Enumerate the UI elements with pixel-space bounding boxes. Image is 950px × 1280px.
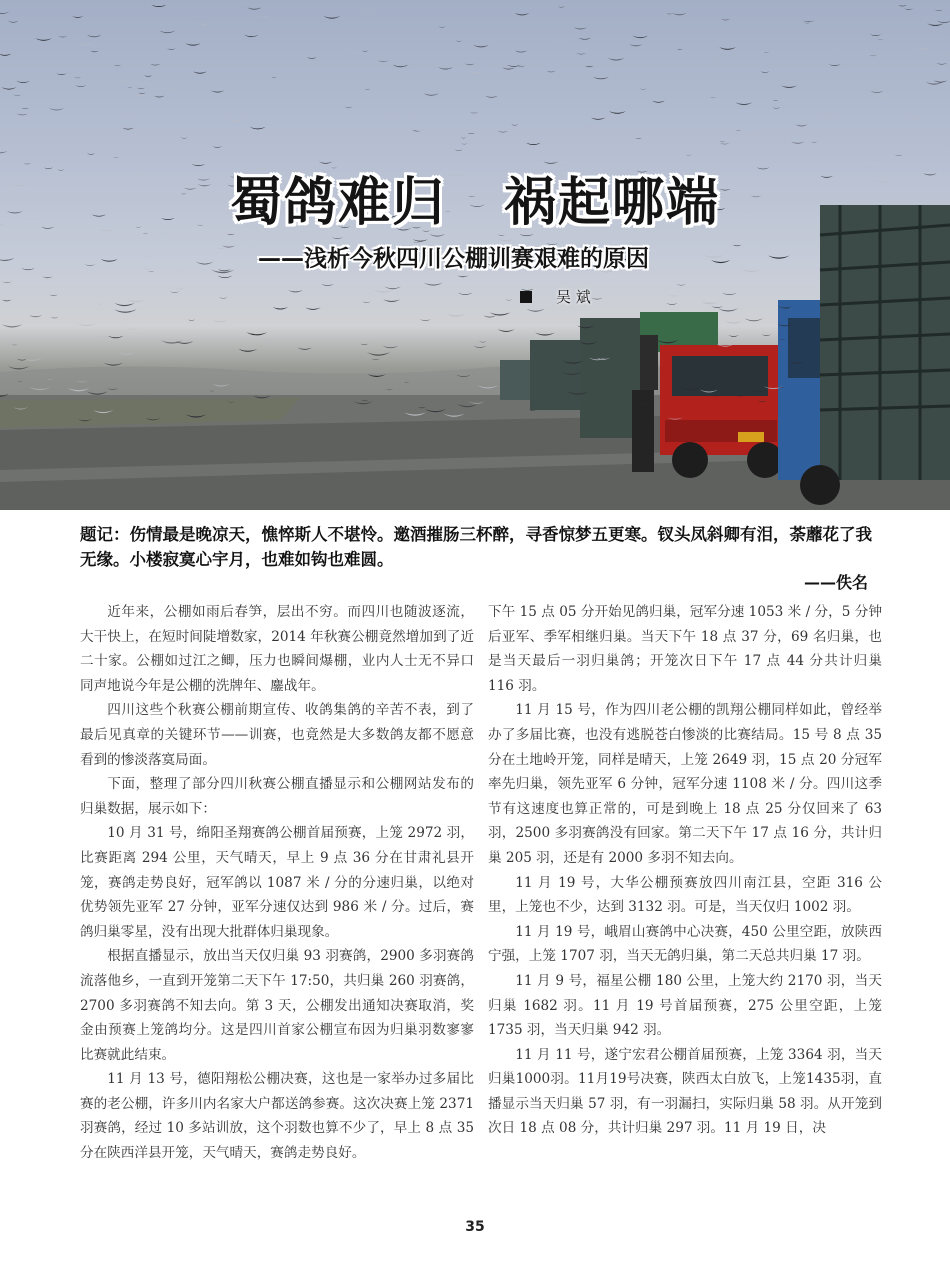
paragraph: 11 月 19 号，峨眉山赛鸽中心决赛，450 公里空距，放陕西宁强，上笼 1707 羽，当天无鸽归巢，第二天总共归巢 17 羽。 — [488, 923, 882, 965]
pigeon — [138, 93, 146, 94]
pigeon — [666, 13, 673, 14]
pigeon — [526, 143, 541, 145]
pigeon — [502, 68, 514, 70]
pigeon — [721, 19, 731, 21]
pigeon — [288, 290, 303, 292]
pigeon — [8, 21, 18, 23]
pigeon — [127, 87, 132, 88]
pigeon — [362, 51, 369, 52]
pigeon — [578, 38, 591, 40]
pigeon — [386, 113, 395, 114]
pigeon — [585, 66, 594, 67]
pigeon — [74, 77, 81, 78]
pigeon — [609, 111, 626, 114]
pigeon — [344, 106, 352, 107]
pigeon — [87, 35, 101, 37]
paragraph: 11 月 9 号，福星公棚 180 公里，上笼大约 2170 羽，当天归巢 1682 羽。11 月 19 号首届预赛，275 公里空距，上笼 1735 羽，当天归巢 942 羽。 — [488, 972, 882, 1039]
pigeon — [889, 86, 896, 87]
pigeon — [741, 269, 762, 272]
pigeon — [186, 43, 201, 45]
pigeon — [907, 117, 923, 119]
pigeon — [213, 320, 227, 322]
pigeon — [87, 153, 96, 154]
pigeon — [0, 12, 9, 14]
pigeon — [732, 245, 741, 246]
pigeon — [113, 157, 119, 158]
pigeon — [412, 130, 418, 131]
pigeon — [457, 275, 469, 277]
pigeon — [515, 13, 529, 15]
pigeon — [608, 58, 625, 61]
title-part-1: 蜀鸽难归 — [229, 173, 446, 233]
pigeon — [479, 341, 487, 342]
pigeon — [458, 293, 472, 295]
pigeon — [773, 107, 781, 108]
paragraph: 11 月 15 号，作为四川老公棚的凯翔公棚同样如此，曾经举办了多届比赛，也没有逃脱苍白惨淡的比赛结局。15 号 8 点 35 分在土地岭开笼，同样是晴天，上笼 2649 羽，15 点 20 分冠军率先归巢，领先亚军 6 分钟，冠军分速 1108 米 / 分。四川这季节有这速度也算正常的，可是到晚上 18 点 25 分仅回来了 63 羽，2500 多羽赛鸽没有回家。第二天下午 17 点 16 分，共计归巢 205 羽，还是有 2000 多羽不知去向。 — [488, 702, 882, 866]
body-column-left — [80, 600, 474, 1166]
pigeon — [876, 94, 890, 96]
pigeon — [167, 48, 176, 49]
pigeon — [193, 72, 207, 74]
pigeon — [920, 140, 927, 141]
pigeon — [222, 245, 235, 247]
pigeon — [527, 309, 545, 312]
pigeon — [360, 344, 368, 345]
pigeon — [341, 49, 351, 51]
pigeon — [150, 64, 160, 66]
pigeon — [916, 47, 931, 49]
pigeon — [124, 112, 135, 114]
pigeon — [635, 138, 642, 139]
pigeon — [934, 81, 947, 83]
pigeon — [927, 23, 943, 26]
pigeon — [781, 85, 797, 87]
pigeon — [473, 45, 489, 47]
paragraph: 11 月 13 号，德阳翔松公棚决赛，这也是一家举办过多届比赛的老公棚，许多川内名家大户都送鸽参赛。这次决赛上笼 2371 羽赛鸽，经过 10 多站训放，这个羽数也算不少了，早上 8 点 35 分在陕西洋县开笼，天气晴天，赛鸽走势良好。 — [80, 1071, 474, 1162]
pigeon — [936, 63, 947, 65]
pigeon — [869, 55, 877, 56]
epigraph: 题记：伤情最是晚凉天，憔悴斯人不堪怜。邀酒摧肠三杯醉，寻香惊梦五更寒。钗头凤斜卿有泪，荼蘼花了我无缘。小楼寂寞心宇月，也难如钩也难圆。 — [80, 525, 872, 569]
pigeon — [538, 117, 547, 118]
pigeon — [703, 255, 725, 258]
pigeon — [72, 16, 84, 18]
pigeon — [507, 65, 521, 67]
pigeon — [84, 264, 95, 266]
pigeon — [118, 352, 135, 355]
square-bullet-icon — [520, 291, 532, 303]
pigeon — [144, 75, 153, 76]
pigeon — [16, 81, 30, 83]
pigeon — [460, 137, 466, 138]
pigeon — [870, 34, 881, 36]
pigeon — [593, 77, 609, 79]
pigeon — [579, 49, 588, 50]
pigeon — [676, 284, 686, 286]
pigeon — [689, 133, 694, 134]
paragraph: 根据直播显示，放出当天仅归巢 93 羽赛鸽，2900 多羽赛鸽流落他乡，一直到开笼第二天下午 17:50，共归巢 260 羽赛鸽，2700 多羽赛鸽不知去向。第 3 天，公棚发出通知决赛取消，奖金由预赛上笼鸽均分。这是四川首家公棚宣布因为归巢羽数寥寥比赛就此结束。 — [80, 948, 474, 1063]
pigeon — [497, 131, 508, 133]
pigeon — [321, 284, 334, 286]
pigeon — [383, 299, 400, 302]
pigeon — [144, 268, 151, 269]
epigraph-attribution: ——佚名 — [803, 573, 868, 592]
pigeon — [133, 94, 147, 96]
pigeon — [373, 289, 394, 292]
pigeon — [154, 96, 165, 98]
pigeon — [762, 334, 772, 335]
pigeon — [632, 36, 648, 38]
pigeon — [21, 268, 34, 270]
pigeon — [455, 150, 463, 151]
paragraph: 近年来，公棚如雨后春笋，层出不穷。而四川也随波逐流，大干快上，在短时间陡增数家，2014 年秋赛公棚竟然增加到了近二十家。公棚如过江之鲫，压力也瞬间爆棚，业内人士无不异口同声地说今年是公棚的洗牌年、鏖战年。 — [80, 604, 474, 694]
pigeon — [305, 308, 320, 310]
pigeon — [834, 49, 840, 50]
pigeon — [8, 366, 30, 369]
pigeon — [518, 66, 525, 67]
pigeon — [175, 288, 185, 290]
pigeon — [365, 89, 371, 90]
pigeon — [393, 65, 409, 67]
pigeon — [159, 31, 175, 33]
pigeon — [720, 143, 729, 144]
pigeon — [804, 23, 810, 24]
pigeon — [591, 298, 603, 300]
pigeon — [557, 6, 565, 7]
pigeon — [271, 77, 276, 78]
pigeon — [424, 283, 443, 286]
author-line — [520, 286, 591, 307]
paragraph: 下面，整理了部分四川秋赛公棚直播显示和公棚网站发布的归巢数据，展示如下： — [80, 776, 474, 817]
pigeon — [711, 306, 723, 308]
pigeon — [6, 343, 15, 344]
pigeon — [332, 237, 344, 239]
pigeon — [211, 90, 224, 92]
pigeon — [871, 91, 883, 93]
pigeon — [898, 5, 907, 6]
pigeon — [719, 47, 736, 50]
pigeon — [114, 303, 135, 306]
pigeon — [170, 291, 180, 292]
pigeon — [101, 259, 118, 262]
pigeon — [736, 103, 753, 106]
pigeon — [117, 80, 131, 82]
pigeon — [505, 299, 512, 300]
pigeon — [652, 101, 665, 103]
pigeon — [420, 319, 431, 321]
pigeon — [21, 357, 44, 361]
pigeon — [829, 64, 841, 66]
pigeon — [446, 314, 466, 317]
pigeon — [0, 54, 11, 56]
pigeon — [768, 255, 790, 258]
pigeon — [2, 324, 23, 327]
pigeon — [629, 44, 642, 46]
pigeon — [17, 359, 28, 361]
pigeon — [384, 287, 401, 290]
pigeon — [196, 262, 213, 265]
pigeon — [1, 87, 16, 89]
pigeon — [511, 124, 518, 125]
pigeon — [216, 248, 225, 249]
pigeon — [894, 155, 903, 156]
pigeon — [261, 16, 270, 17]
pigeon — [485, 96, 498, 98]
author-name: 吴 斌 — [556, 288, 591, 306]
pigeon — [127, 299, 145, 302]
pigeon — [904, 8, 914, 9]
pigeon — [138, 158, 146, 159]
pigeon — [409, 113, 415, 114]
pigeon — [722, 293, 736, 295]
pigeon — [90, 51, 99, 52]
pigeon — [803, 20, 815, 22]
paragraph-continued: 下午 15 点 05 分开始见鸽归巢，冠军分速 1053 米 / 分，5 分钟后亚军、季军相继归巢。当天下午 18 点 37 分，69 名归巢，也是当天最后一羽归巢鸽；开笼次日下午 17 点 44 分共计归巢 116 羽。 — [488, 604, 882, 694]
pigeon — [180, 137, 187, 138]
pigeon — [465, 64, 475, 66]
pigeon — [669, 295, 679, 297]
pigeon — [362, 302, 371, 303]
pigeon — [760, 71, 769, 72]
article-title — [0, 160, 950, 235]
pigeon — [935, 10, 943, 11]
pigeon — [720, 141, 726, 142]
pigeon — [307, 57, 317, 59]
pigeon — [58, 36, 68, 37]
pigeon — [227, 119, 243, 121]
pigeon — [21, 108, 30, 109]
pigeon — [468, 71, 484, 73]
hero-photo — [0, 0, 950, 510]
pigeon — [298, 348, 312, 350]
pigeon — [764, 52, 770, 53]
pigeon — [666, 303, 678, 305]
pigeon — [378, 60, 389, 62]
pigeon — [470, 112, 478, 113]
pigeon — [639, 88, 647, 89]
body-column-right — [488, 600, 882, 1141]
pigeon — [438, 26, 446, 27]
pigeon — [371, 359, 380, 360]
pigeon — [718, 308, 738, 311]
pigeon — [177, 152, 183, 153]
pigeon — [535, 332, 555, 335]
pigeon — [244, 35, 258, 37]
pigeon — [878, 39, 884, 40]
pigeon — [555, 41, 564, 42]
paragraph: 11 月 11 号，遂宁宏君公棚首届预赛，上笼 3364 羽，当天归巢1000羽。11月19号决赛，陕西太白放飞，上笼1435羽，直播显示当天归巢 57 羽，有一羽漏扫，实际归巢 58 羽。从开笼到次日 18 点 08 分，共计归巢 297 羽。11 月 19 日，决 — [488, 1046, 882, 1137]
pigeon — [728, 335, 739, 337]
pigeon — [51, 317, 59, 318]
pigeon — [75, 85, 86, 87]
pigeon — [35, 38, 51, 41]
pigeon — [127, 328, 139, 330]
pigeon — [95, 303, 104, 304]
pigeon — [114, 65, 121, 66]
pigeon — [771, 62, 780, 63]
pigeon — [324, 16, 341, 19]
pigeon — [212, 146, 222, 148]
pigeon — [383, 346, 398, 348]
pigeon — [175, 269, 180, 270]
pigeon — [114, 309, 137, 312]
pigeon — [455, 40, 462, 41]
pigeon — [686, 155, 692, 156]
pigeon — [773, 100, 779, 101]
pigeon — [576, 53, 586, 55]
pigeon — [77, 323, 96, 326]
pigeon — [937, 21, 950, 23]
pigeon — [735, 130, 742, 131]
pigeon — [710, 97, 716, 98]
pigeon — [701, 302, 713, 304]
pigeon — [367, 352, 390, 356]
pigeon — [546, 71, 556, 72]
pigeon — [0, 151, 7, 153]
pigeon — [672, 13, 687, 15]
pigeon — [791, 142, 805, 144]
article-subtitle: ——浅析今秋四川公棚训赛艰难的原因 — [258, 246, 649, 272]
pigeon — [591, 118, 605, 120]
pigeon — [746, 133, 762, 135]
pigeon — [711, 260, 730, 263]
pigeon — [218, 269, 231, 271]
pigeon — [819, 114, 834, 116]
pigeon — [262, 338, 279, 341]
pigeon — [586, 126, 597, 128]
pigeon — [50, 295, 58, 296]
title-part-2: 祸起哪端 — [504, 173, 721, 233]
pigeon — [677, 49, 683, 50]
pigeon — [473, 346, 486, 348]
pigeon — [56, 73, 66, 75]
pigeon — [197, 23, 209, 25]
pigeon — [811, 142, 818, 143]
page-number: 35 — [465, 1219, 485, 1235]
pigeon — [724, 321, 742, 324]
pigeon — [603, 64, 611, 65]
pigeon — [42, 276, 52, 278]
pigeon — [515, 50, 528, 52]
pigeon — [219, 297, 227, 298]
pigeon — [250, 127, 266, 129]
pigeon — [498, 329, 515, 332]
pigeon — [12, 344, 18, 345]
pigeon — [489, 312, 510, 315]
pigeon — [137, 88, 146, 89]
pigeon — [16, 113, 28, 115]
pigeon — [218, 276, 233, 278]
pigeon — [2, 300, 12, 302]
pigeon — [483, 316, 496, 318]
pigeon — [574, 27, 587, 29]
pigeon — [365, 9, 373, 10]
pigeon — [188, 319, 195, 320]
pigeon — [745, 318, 763, 321]
paragraph: 11 月 19 号，大华公棚预赛放四川南江县，空距 316 公里，上笼也不少，达到 3132 羽。可是，当天仅归 1002 羽。 — [488, 874, 882, 916]
pigeon — [273, 307, 288, 309]
paragraph: 10 月 31 号，绵阳圣翔赛鸽公棚首届预赛，上笼 2972 羽，比赛距离 294 公里，天气晴天，早上 9 点 36 分在甘肃礼县开笼，赛鸽走势良好，冠军鸽以 1087 米 / 分的分速归巢，以绝对优势领先亚军 27 分钟，亚军分速仅达到 986 米 / 分。过后，赛鸽归巢零星，没有出现大批群体归巢现象。 — [80, 825, 474, 940]
pigeon — [165, 88, 179, 90]
pigeon — [467, 133, 475, 134]
pigeon — [79, 43, 94, 45]
pigeon — [461, 143, 467, 144]
pigeon — [247, 8, 261, 10]
pigeon — [93, 335, 112, 338]
pigeon — [355, 51, 366, 53]
pigeon — [148, 271, 154, 272]
pigeon — [246, 332, 267, 335]
pigeon — [825, 112, 834, 113]
pigeon — [13, 94, 22, 95]
pigeon — [424, 93, 439, 95]
pigeon — [2, 281, 12, 282]
pigeon — [151, 5, 166, 7]
pigeon — [0, 258, 14, 261]
pigeon — [438, 67, 453, 69]
pigeon — [239, 349, 258, 352]
pigeon — [144, 256, 153, 257]
pigeon — [211, 270, 234, 274]
pigeon — [103, 363, 123, 366]
pigeon — [714, 59, 720, 60]
pigeon — [29, 315, 42, 317]
pigeon — [795, 125, 807, 127]
pigeon — [49, 108, 63, 110]
paragraph: 四川这些个秋赛公棚前期宣传、收鸽集鸽的辛苦不表，到了最后见真章的关键环节——训赛，也竟然是大多数鸽友都不愿意看到的惨淡落寞局面。 — [80, 702, 474, 768]
